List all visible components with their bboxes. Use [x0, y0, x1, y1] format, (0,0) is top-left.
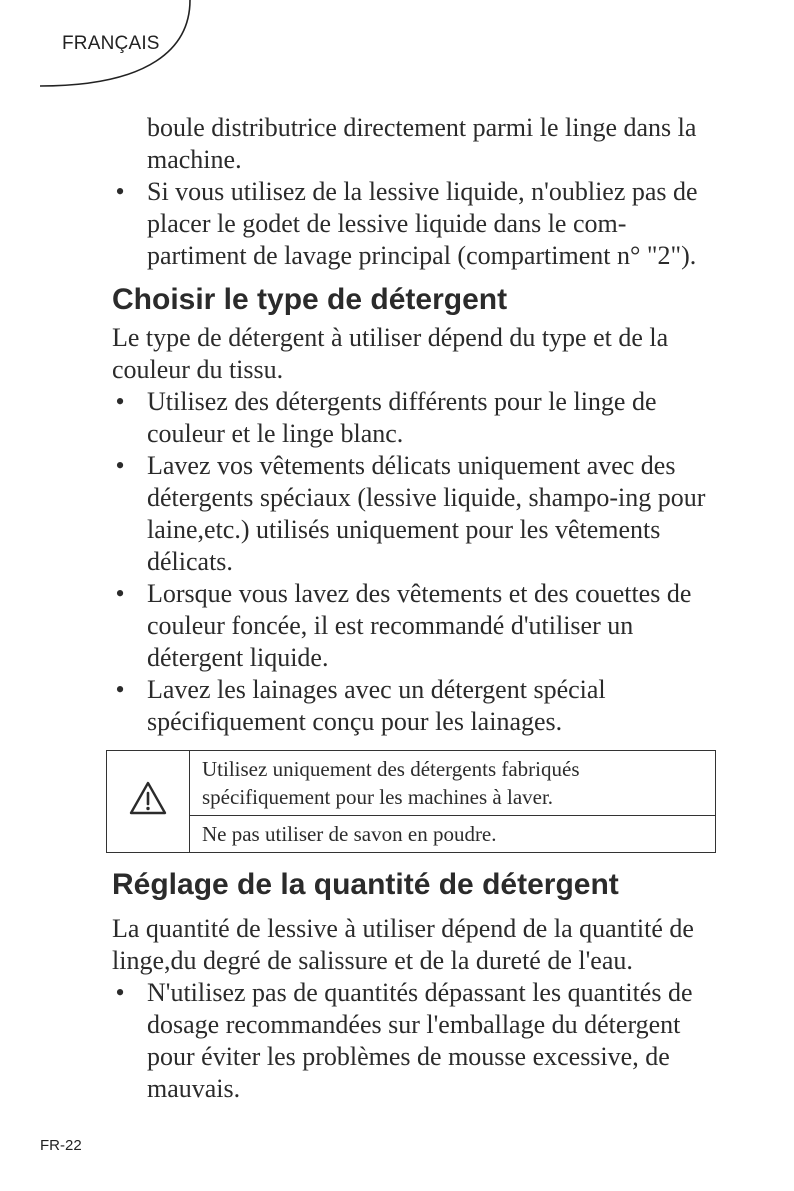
bullet-marker: • [115, 177, 125, 206]
list-item: • Lorsque vous lavez des vêtements et des couettes de couleur foncée, il est recommandé d'utiliser un détergent liquide. [112, 578, 722, 674]
bullet-marker: • [115, 978, 125, 1007]
warning-table [106, 750, 716, 853]
intro-continuation: boule distributrice directement parmi le linge dans la machine. [147, 113, 697, 174]
page-content [112, 112, 722, 1105]
warning-triangle-icon [128, 780, 168, 816]
section-title-detergent-type: Choisir le type de détergent [112, 283, 508, 316]
section2-paragraph: La quantité de lessive à utiliser dépend de la quantité de linge,du degré de salissure et de la dureté de l'eau. [112, 914, 694, 975]
warning-row-text: Utilisez uniquement des détergents fabriqués spécifiquement pour les machines à laver. [190, 751, 716, 816]
list-item: • Lavez vos vêtements délicats uniquement avec des détergents spéciaux (lessive liquide, shampo-ing pour laine,etc.) utilisés uniquement pour les vêtements délicats. [112, 450, 722, 578]
language-tab [0, 0, 200, 92]
bullet-marker: • [115, 579, 125, 608]
list-item: • Si vous utilisez de la lessive liquide, n'oubliez pas de placer le godet de lessive liquide dans le com-partiment de lavage principal (compartiment n° "2"). [112, 176, 722, 272]
warning-icon-cell [107, 751, 190, 853]
section1-bullet-list [112, 386, 722, 738]
list-item: • N'utilisez pas de quantités dépassant les quantités de dosage recommandées sur l'emballage du détergent pour éviter les problèmes de mousse excessive, de mauvais. [112, 977, 722, 1105]
section1-paragraph: Le type de détergent à utiliser dépend du type et de la couleur du tissu. [112, 323, 669, 384]
language-label: FRANÇAIS [62, 33, 160, 54]
bullet-marker: • [115, 675, 125, 704]
warning-row-text: Ne pas utiliser de savon en poudre. [190, 816, 716, 853]
bullet-marker: • [115, 387, 125, 416]
list-item: • Utilisez des détergents différents pour le linge de couleur et le linge blanc. [112, 386, 722, 450]
intro-bullet-list [112, 176, 722, 272]
bullet-marker: • [115, 451, 125, 480]
section2-bullet-list [112, 977, 722, 1105]
page-number: FR-22 [40, 1137, 82, 1154]
list-item: • Lavez les lainages avec un détergent spécial spécifiquement conçu pour les lainages. [112, 674, 722, 738]
section-title-detergent-quantity: Réglage de la quantité de détergent [112, 868, 619, 901]
